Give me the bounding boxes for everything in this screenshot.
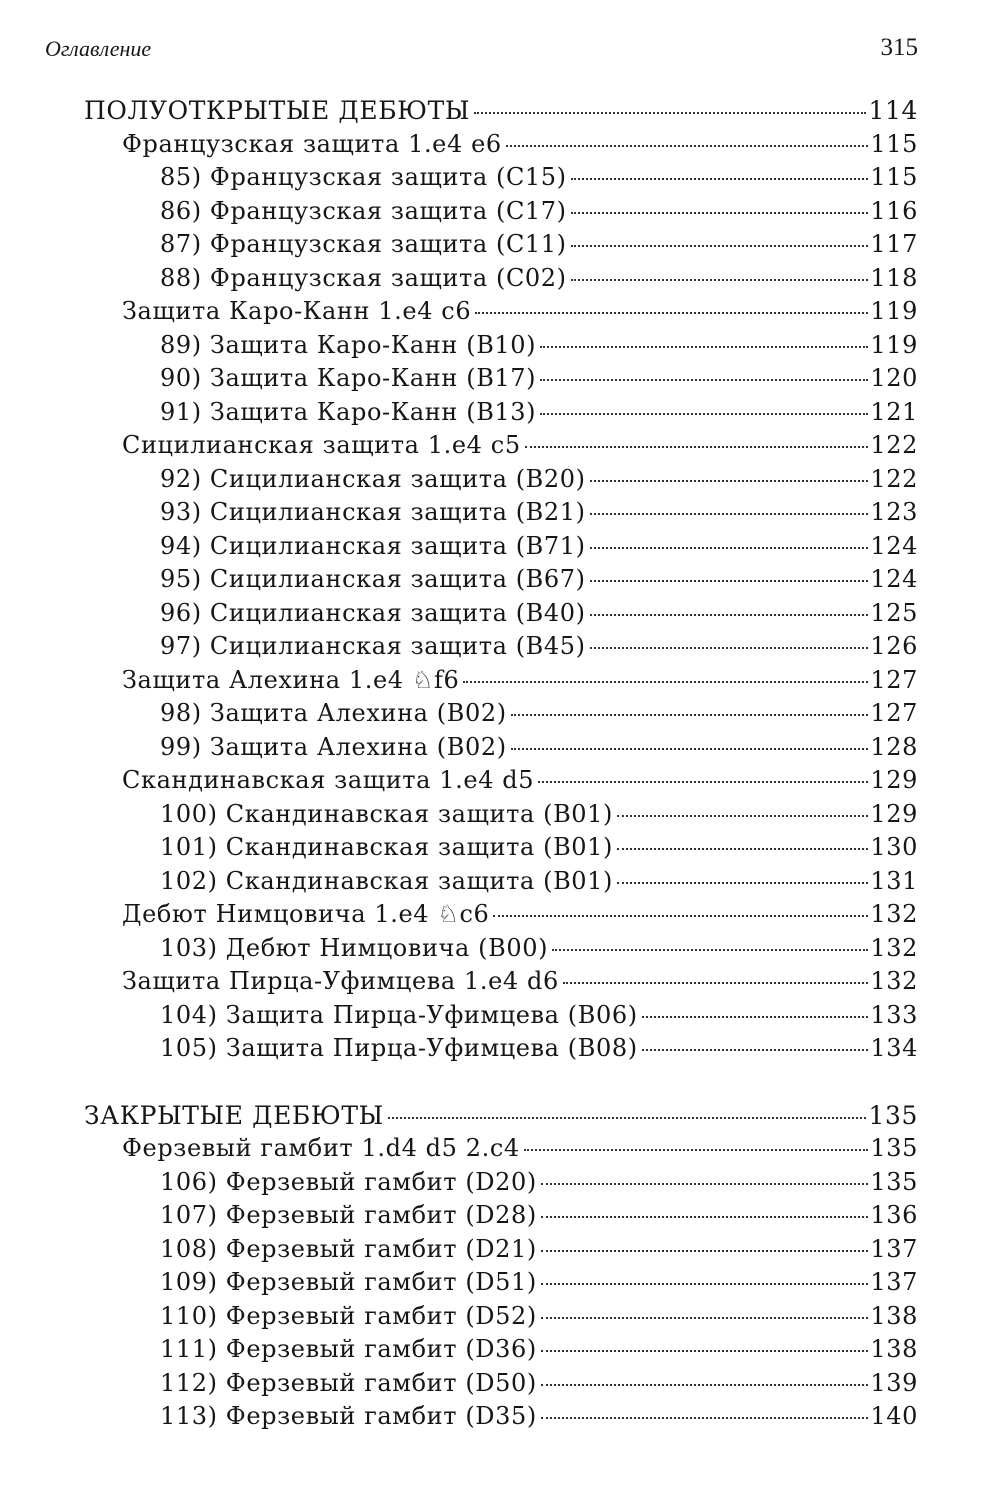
toc-entry	[0, 1369, 918, 1403]
toc-chapter	[0, 1134, 918, 1168]
dot-leader	[590, 547, 869, 549]
dot-leader	[541, 1350, 869, 1352]
toc-entry	[0, 1402, 918, 1436]
toc-entry-title: ЗАКРЫТЫЕ ДЕБЮТЫ	[84, 1100, 384, 1130]
toc-entry-page: 122	[870, 464, 918, 493]
dot-leader	[590, 480, 869, 482]
dot-leader	[590, 614, 869, 616]
toc-entry	[0, 1201, 918, 1235]
dot-leader	[506, 145, 869, 147]
toc-entry-page: 132	[870, 967, 918, 995]
toc-entry	[0, 934, 918, 968]
toc-entry-title: 88) Французская защита (C02)	[160, 263, 567, 292]
dot-leader	[590, 647, 869, 649]
dot-leader	[571, 212, 869, 214]
toc-entry-page: 132	[870, 933, 918, 962]
toc-entry-page: 139	[870, 1368, 918, 1397]
toc-entry	[0, 699, 918, 733]
toc-entry-title: ПОЛУОТКРЫТЫЕ ДЕБЮТЫ	[84, 96, 471, 125]
dot-leader	[617, 815, 868, 817]
dot-leader	[617, 848, 868, 850]
toc-entry-title: 96) Сицилианская защита (B40)	[160, 598, 586, 627]
toc-entry-page: 137	[870, 1234, 918, 1263]
toc-entry	[0, 867, 918, 901]
toc-entry	[0, 230, 918, 264]
toc-entry-page: 126	[870, 632, 918, 660]
toc-entry-page: 118	[870, 263, 918, 292]
toc-entry-page: 123	[870, 498, 918, 526]
toc-entry-page: 133	[870, 1000, 918, 1029]
toc-entry-page: 127	[870, 699, 918, 727]
toc-entry-title: 100) Скандинавская защита (B01)	[160, 799, 614, 828]
toc-entry-page: 114	[868, 96, 918, 125]
toc-entry-page: 135	[870, 1134, 918, 1162]
toc-entry-title: 89) Защита Каро-Канн (B10)	[160, 330, 537, 359]
toc-entry-title: 112) Ферзевый гамбит (D50)	[160, 1368, 537, 1397]
toc-entry-page: 122	[870, 431, 918, 459]
toc-entry	[0, 498, 918, 532]
toc-entry-page: 138	[870, 1301, 918, 1330]
dot-leader	[563, 982, 869, 984]
dot-leader	[590, 513, 869, 515]
toc-entry-page: 125	[870, 598, 918, 627]
toc-entry-page: 132	[870, 900, 918, 928]
running-title: Оглавление	[45, 36, 152, 61]
toc-entry	[0, 264, 918, 298]
toc-entry-page: 138	[870, 1335, 918, 1363]
toc-entry-title: 85) Французская защита (C15)	[160, 163, 567, 191]
toc-entry	[0, 1034, 918, 1068]
toc-entry-title: 92) Сицилианская защита (B20)	[160, 464, 586, 493]
toc-entry-title: 110) Ферзевый гамбит (D52)	[160, 1301, 537, 1330]
toc-entry-page: 116	[870, 196, 918, 225]
toc-entry-page: 137	[870, 1268, 918, 1296]
toc-entry-title: 98) Защита Алехина (B02)	[160, 699, 507, 727]
toc-entry-title: 113) Ферзевый гамбит (D35)	[160, 1402, 537, 1430]
toc-entry-title: 91) Защита Каро-Канн (B13)	[160, 397, 537, 426]
dot-leader	[571, 178, 869, 180]
dot-leader	[474, 112, 866, 114]
toc-entry-page: 124	[870, 565, 918, 593]
toc-entry-page: 140	[870, 1402, 918, 1430]
toc-entry	[0, 197, 918, 231]
dot-leader	[511, 714, 869, 716]
toc-entry-page: 115	[870, 163, 918, 191]
dot-leader	[541, 1317, 869, 1319]
toc-entry-title: 93) Сицилианская защита (B21)	[160, 498, 586, 526]
toc-entry-title: 106) Ферзевый гамбит (D20)	[160, 1167, 537, 1196]
toc-entry-title: 107) Ферзевый гамбит (D28)	[160, 1201, 537, 1229]
dot-leader	[642, 1016, 869, 1018]
toc-chapter	[0, 967, 918, 1001]
toc-entry-title: 95) Сицилианская защита (B67)	[160, 565, 586, 593]
toc-entry-page: 127	[870, 665, 918, 694]
dot-leader	[541, 1250, 869, 1252]
dot-leader	[571, 279, 869, 281]
toc-chapter	[0, 766, 918, 800]
toc-entry-page: 135	[870, 1167, 918, 1196]
toc-entry	[0, 632, 918, 666]
toc-entry	[0, 532, 918, 566]
toc-entry-title: 94) Сицилианская защита (B71)	[160, 531, 586, 560]
toc-entry-title: 111) Ферзевый гамбит (D36)	[160, 1335, 537, 1363]
dot-leader	[541, 1283, 869, 1285]
toc-entry	[0, 1168, 918, 1202]
toc-entry	[0, 1302, 918, 1336]
dot-leader	[493, 915, 868, 917]
toc-entry-title: 108) Ферзевый гамбит (D21)	[160, 1234, 537, 1263]
toc-entry-title: 90) Защита Каро-Канн (B17)	[160, 364, 537, 392]
toc-section	[0, 96, 918, 130]
toc-entry-title: 101) Скандинавская защита (B01)	[160, 833, 614, 861]
toc-entry-page: 130	[870, 833, 918, 861]
dot-leader	[541, 1183, 869, 1185]
toc-chapter	[0, 431, 918, 465]
toc-entry-title: 105) Защита Пирца-Уфимцева (B08)	[160, 1034, 638, 1062]
toc-entry	[0, 398, 918, 432]
toc-chapter	[0, 297, 918, 331]
toc-entry-title: Ферзевый гамбит 1.d4 d5 2.c4	[122, 1134, 520, 1162]
toc-entry-title: Защита Алехина 1.e4 ♘f6	[122, 665, 460, 694]
toc-entry-page: 119	[870, 297, 918, 325]
page-number: 315	[880, 34, 918, 61]
toc-entry-page: 134	[870, 1034, 918, 1062]
toc-entry-title: Защита Каро-Канн 1.e4 c6	[122, 297, 472, 325]
toc-entry-title: 87) Французская защита (C11)	[160, 230, 567, 258]
toc-chapter	[0, 666, 918, 700]
dot-leader	[541, 1417, 869, 1419]
toc-entry-page: 119	[870, 330, 918, 359]
toc-entry-title: 99) Защита Алехина (B02)	[160, 732, 507, 761]
toc-entry-page: 129	[870, 766, 918, 794]
toc-chapter	[0, 900, 918, 934]
toc-chapter	[0, 130, 918, 164]
toc-entry-page: 121	[870, 397, 918, 426]
toc-entry	[0, 1001, 918, 1035]
dot-leader	[463, 681, 868, 683]
dot-leader	[541, 1216, 869, 1218]
dot-leader	[525, 446, 869, 448]
toc-entry-title: 104) Защита Пирца-Уфимцева (B06)	[160, 1000, 638, 1029]
toc-entry-title: 109) Ферзевый гамбит (D51)	[160, 1268, 537, 1296]
toc-entry-title: 86) Французская защита (C17)	[160, 196, 567, 225]
toc-entry-page: 120	[870, 364, 918, 392]
dot-leader	[552, 949, 868, 951]
toc-entry-title: 103) Дебют Нимцовича (B00)	[160, 933, 549, 962]
toc-entry-page: 115	[870, 129, 918, 158]
toc-entry-title: Защита Пирца-Уфимцева 1.e4 d6	[122, 967, 559, 995]
toc-entry	[0, 565, 918, 599]
dot-leader	[524, 1149, 869, 1151]
dot-leader	[571, 245, 869, 247]
toc-entry	[0, 733, 918, 767]
toc-entry	[0, 833, 918, 867]
dot-leader	[617, 882, 868, 884]
toc-entry	[0, 1335, 918, 1369]
toc-entry-page: 117	[870, 230, 918, 258]
toc-entry	[0, 331, 918, 365]
toc-entry-title: Французская защита 1.e4 e6	[122, 129, 502, 158]
dot-leader	[642, 1049, 869, 1051]
dot-leader	[541, 1384, 869, 1386]
toc-section	[0, 1101, 918, 1135]
toc-entry	[0, 1235, 918, 1269]
dot-leader	[475, 312, 868, 314]
dot-leader	[540, 379, 868, 381]
dot-leader	[540, 346, 868, 348]
dot-leader	[511, 748, 869, 750]
toc-entry	[0, 599, 918, 633]
toc-entry-page: 124	[870, 531, 918, 560]
dot-leader	[538, 781, 868, 783]
toc-entry	[0, 163, 918, 197]
toc-entry-page: 128	[870, 732, 918, 761]
dot-leader	[388, 1117, 867, 1119]
toc-entry-title: 102) Скандинавская защита (B01)	[160, 866, 614, 895]
toc-entry	[0, 800, 918, 834]
toc-entry-page: 136	[870, 1201, 918, 1229]
toc-entry-page: 131	[870, 866, 918, 895]
toc-entry-title: Сицилианская защита 1.e4 c5	[122, 431, 521, 459]
toc-entry-page: 129	[870, 799, 918, 828]
toc-entry-title: Скандинавская защита 1.e4 d5	[122, 766, 535, 794]
toc-entry	[0, 1268, 918, 1302]
toc-entry	[0, 465, 918, 499]
toc-entry-page: 135	[868, 1100, 918, 1130]
dot-leader	[540, 413, 868, 415]
toc-entry-title: Дебют Нимцовича 1.e4 ♘c6	[122, 900, 490, 928]
table-of-contents	[0, 96, 918, 1436]
dot-leader	[590, 580, 869, 582]
toc-entry	[0, 364, 918, 398]
toc-entry-title: 97) Сицилианская защита (B45)	[160, 632, 586, 660]
